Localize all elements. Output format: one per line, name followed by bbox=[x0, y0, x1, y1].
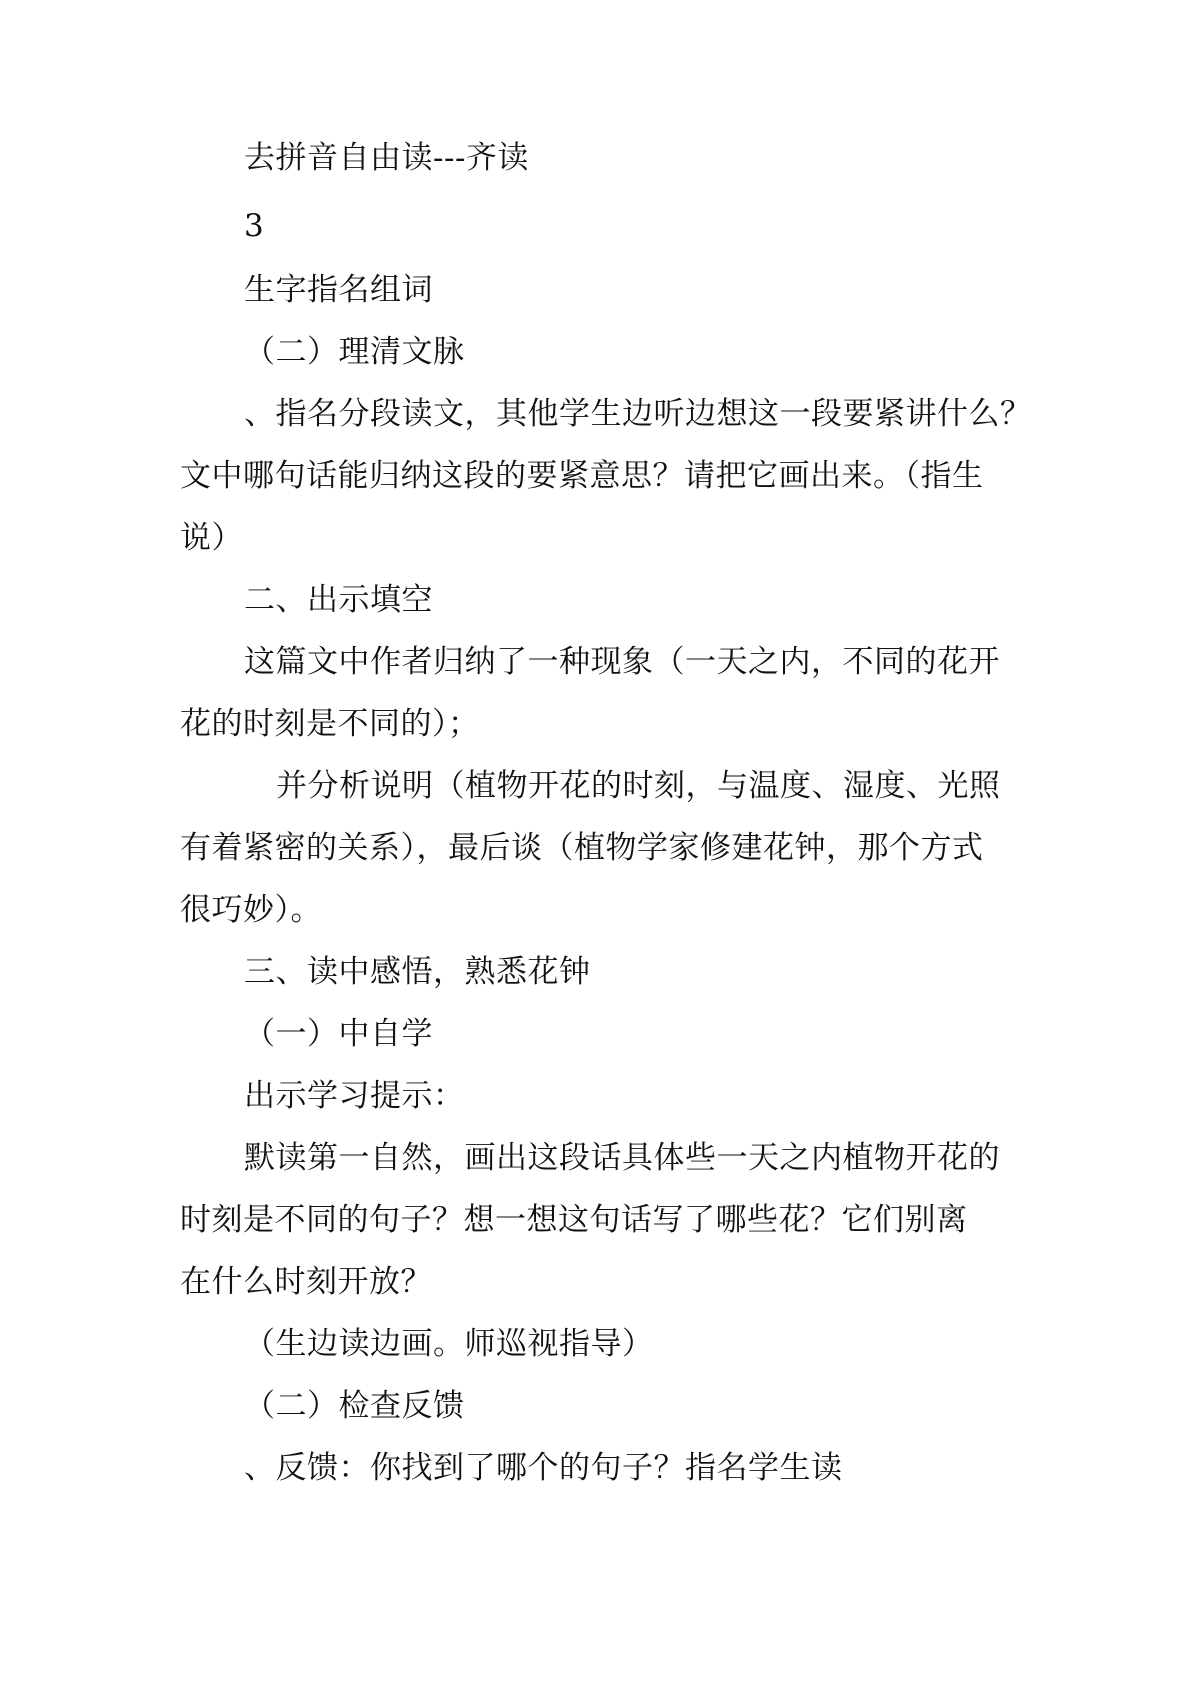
text-line: 、反馈：你找到了哪个的句子？指名学生读 bbox=[244, 1450, 843, 1486]
text-line: 默读第一自然，画出这段话具体些一天之内植物开花的 bbox=[244, 1140, 1000, 1176]
section-heading: （一）中自学 bbox=[244, 1016, 433, 1052]
text-line: 去拼音自由读---齐读 bbox=[244, 140, 529, 176]
section-heading: 三、读中感悟，熟悉花钟 bbox=[244, 954, 591, 990]
section-heading: 二、出示填空 bbox=[244, 582, 433, 618]
text-line: 时刻是不同的句子？想一想这句话写了哪些花？它们别离 bbox=[180, 1202, 968, 1238]
text-line: （生边读边画。师巡视指导） bbox=[244, 1326, 654, 1362]
text-line: 这篇文中作者归纳了一种现象（一天之内，不同的花开 bbox=[244, 644, 1000, 680]
section-heading: （二）检查反馈 bbox=[244, 1388, 465, 1424]
section-heading: （二）理清文脉 bbox=[244, 334, 465, 370]
text-line: 花的时刻是不同的）； bbox=[180, 706, 480, 742]
text-line: 很巧妙）。 bbox=[180, 892, 322, 928]
text-line: 文中哪句话能归纳这段的要紧意思？请把它画出来。（指生 bbox=[180, 458, 984, 494]
text-line: 、指名分段读文，其他学生边听边想这一段要紧讲什么？ bbox=[244, 396, 1032, 432]
text-line: 生字指名组词 bbox=[244, 272, 433, 308]
text-line: 3 bbox=[244, 208, 265, 244]
text-line: 说） bbox=[180, 520, 243, 556]
text-line: 有着紧密的关系），最后谈（植物学家修建花钟，那个方式 bbox=[180, 830, 984, 866]
text-line: 出示学习提示： bbox=[244, 1078, 465, 1114]
text-line: 在什么时刻开放？ bbox=[180, 1264, 432, 1300]
text-line: 并分析说明（植物开花的时刻，与温度、湿度、光照 bbox=[276, 768, 1001, 804]
